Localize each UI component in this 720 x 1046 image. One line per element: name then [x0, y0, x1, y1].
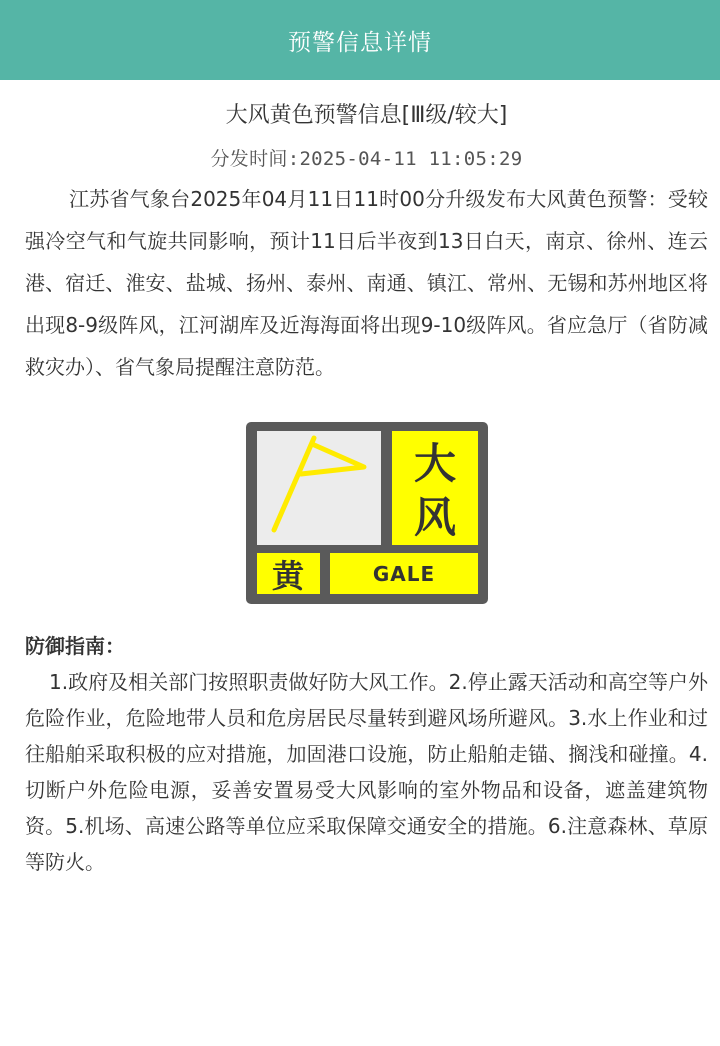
- gale-yellow-warning-sign: [246, 422, 488, 604]
- warning-sign-container: [25, 422, 708, 604]
- header-bar: [0, 0, 720, 80]
- sign-level-char: 黄: [271, 557, 304, 595]
- page-title: 预警信息详情: [288, 29, 432, 56]
- defense-guide-text: 1.政府及相关部门按照职责做好防大风工作。2.停止露天活动和高空等户外危险作业，危险地带人员和危房居民尽量转到避风场所避风。3.水上作业和过往船舶采取积极的应对措施，加固港口设施，防止船舶走锚、搁浅和碰撞。4.切断户外危险电源，妥善安置易受大风影响的室外物品和设备，遮盖建筑物资。5.机场、高速公路等单位应采取保障交通安全的措施。6.注意森林、草原等防火。: [25, 670, 708, 874]
- alert-title: 大风黄色预警信息[Ⅲ级/较大]: [225, 103, 508, 128]
- alert-content: 江苏省气象台2025年04月11日11时00分升级发布大风黄色预警：受较强冷空气和气旋共同影响，预计11日后半夜到13日白天，南京、徐州、连云港、宿迁、淮安、盐城、扬州、泰州、南通、镇江、常州、无锡和苏州地区将出现8-9级阵风，江河湖库及近海海面将出现9-10级阵风。省应急厅（省防减救灾办）、省气象局提醒注意防范。: [25, 187, 708, 379]
- sign-english-label: GALE: [372, 562, 435, 586]
- sign-type-char-1: 大: [413, 439, 456, 488]
- defense-guide-title: 防御指南：: [25, 634, 125, 658]
- sign-type-char-2: 风: [413, 493, 456, 542]
- content-area: [0, 100, 720, 880]
- publish-time: 分发时间:2025-04-11 11:05:29: [210, 148, 523, 170]
